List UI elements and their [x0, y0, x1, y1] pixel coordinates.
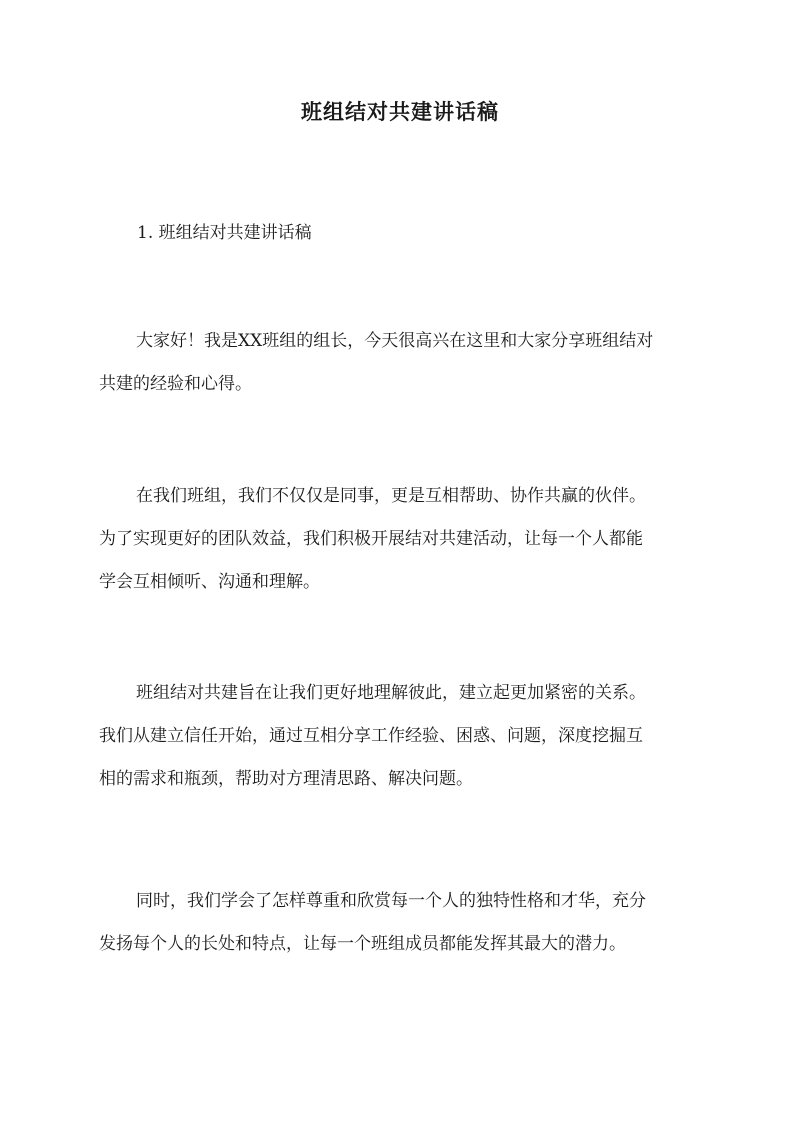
- paragraph-purpose: [99, 672, 705, 801]
- paragraph-line: 班组结对共建旨在让我们更好地理解彼此，建立起更加紧密的关系。: [136, 683, 646, 703]
- paragraph-line: 在我们班组，我们不仅仅是同事，更是互相帮助、协作共赢的伙伴。: [136, 486, 646, 506]
- document-title: 班组结对共建讲话稿: [301, 99, 499, 124]
- paragraph-line: 相的需求和瓶颈，帮助对方理清思路、解决问题。: [99, 769, 473, 789]
- paragraph-team-partners: [99, 475, 705, 604]
- paragraph-line: 为了实现更好的团队效益，我们积极开展结对共建活动，让每一个人都能: [99, 529, 643, 549]
- paragraph-line: 我们从建立信任开始，通过互相分享工作经验、困惑、问题，深度挖掘互: [99, 726, 643, 746]
- paragraph-line: 发扬每个人的长处和特点，让每一个班组成员都能发挥其最大的潜力。: [99, 934, 626, 954]
- paragraph-greeting: [99, 320, 705, 406]
- paragraph-line: 学会互相倾听、沟通和理解。: [99, 572, 320, 592]
- paragraph-line: 大家好！我是XX班组的组长，今天很高兴在这里和大家分享班组结对: [136, 331, 654, 351]
- paragraph-line: 共建的经验和心得。: [99, 374, 252, 394]
- section-heading: 1. 班组结对共建讲话稿: [137, 223, 312, 243]
- paragraph-line: 同时，我们学会了怎样尊重和欣赏每一个人的独特性格和才华，充分: [136, 891, 646, 911]
- paragraph-respect: [99, 880, 705, 966]
